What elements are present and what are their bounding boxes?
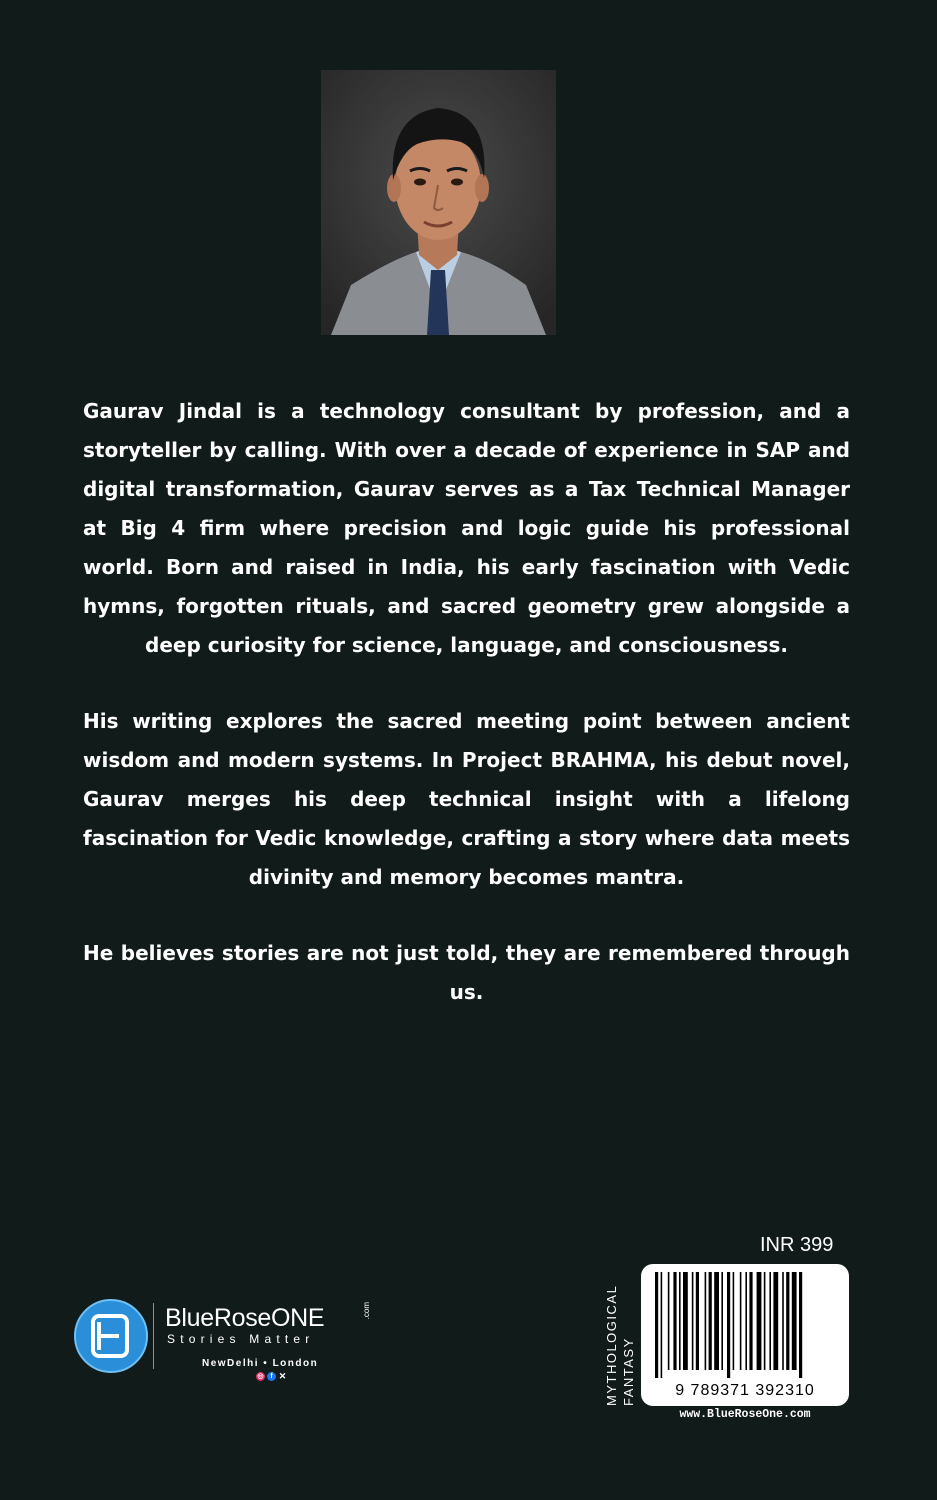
publisher-name-main: BlueRose (165, 1304, 271, 1332)
barcode-bar (709, 1272, 712, 1370)
barcode-bar (769, 1272, 771, 1370)
publisher-name (165, 1304, 324, 1333)
barcode-bar (661, 1272, 663, 1378)
author-photo (321, 70, 556, 335)
barcode-bar (749, 1272, 752, 1370)
bio-paragraph: His writing explores the sacred meeting point between ancient wisdom and modern systems. In Project BRAHMA, his debut novel, Gaurav merges his deep technical insight with a lifelong fascination for Vedic knowledge, crafting a story where data meets divinity and memory becomes mantra. (83, 709, 850, 889)
barcode-bar (764, 1272, 766, 1370)
instagram-icon: ◎ (257, 1373, 264, 1380)
publisher-divider (153, 1303, 154, 1369)
barcode-bar (721, 1272, 723, 1370)
isbn-barcode (641, 1264, 849, 1406)
barcode-bar (757, 1272, 762, 1370)
author-bio (83, 392, 850, 1049)
barcode-bar (655, 1272, 658, 1378)
publisher-dotcom: .com (362, 1302, 371, 1320)
x-icon: ✕ (278, 1371, 287, 1381)
publisher-name-one: ONE (271, 1304, 325, 1332)
bio-paragraph: Gaurav Jindal is a technology consultant by profession, and a storyteller by calling. With over a decade of experience in SAP and digital transformation, Gaurav serves as a Tax Technical Manager at Big 4 firm where precision and logic guide his professional world. Born and raised in India, his early fascination with Vedic hymns, forgotten rituals, and sacred geometry grew alongside a deep curiosity for science, language, and consciousness. (83, 399, 850, 657)
genre-line: MYTHOLOGICAL (604, 1284, 619, 1406)
barcode-bar (673, 1272, 676, 1370)
barcode-bar (733, 1272, 735, 1370)
facebook-icon: f (267, 1372, 276, 1381)
barcode-bar (679, 1272, 681, 1370)
publisher-logo-icon (73, 1298, 149, 1374)
publisher-website: www.BlueRoseOne.com (679, 1408, 811, 1421)
isbn-digits: 9 789371 392310 (675, 1382, 815, 1399)
barcode-bar (727, 1272, 730, 1378)
barcode-bar (786, 1272, 789, 1370)
barcode-bar (692, 1272, 694, 1370)
barcode-bar (696, 1272, 699, 1370)
social-icons (256, 1372, 287, 1381)
genre-label (603, 1264, 643, 1406)
barcode-bar (745, 1272, 747, 1370)
barcode-bar (683, 1272, 688, 1370)
publisher-tagline: Stories Matter (167, 1332, 315, 1346)
barcode-bar (668, 1272, 670, 1370)
barcode-bar (740, 1272, 742, 1370)
barcode-bars (653, 1272, 837, 1378)
publisher-cities: NewDelhi • London (202, 1358, 319, 1369)
bio-paragraph: He believes stories are not just told, they are remembered through us. (83, 941, 850, 1004)
barcode-bar (782, 1272, 784, 1370)
barcode-bar (799, 1272, 802, 1378)
genre-line: FANTASY (621, 1337, 636, 1406)
barcode-bar (714, 1272, 719, 1370)
price-label: INR 399 (760, 1234, 834, 1256)
barcode-bar (773, 1272, 778, 1370)
barcode-bar (705, 1272, 707, 1370)
barcode-bar (792, 1272, 797, 1370)
